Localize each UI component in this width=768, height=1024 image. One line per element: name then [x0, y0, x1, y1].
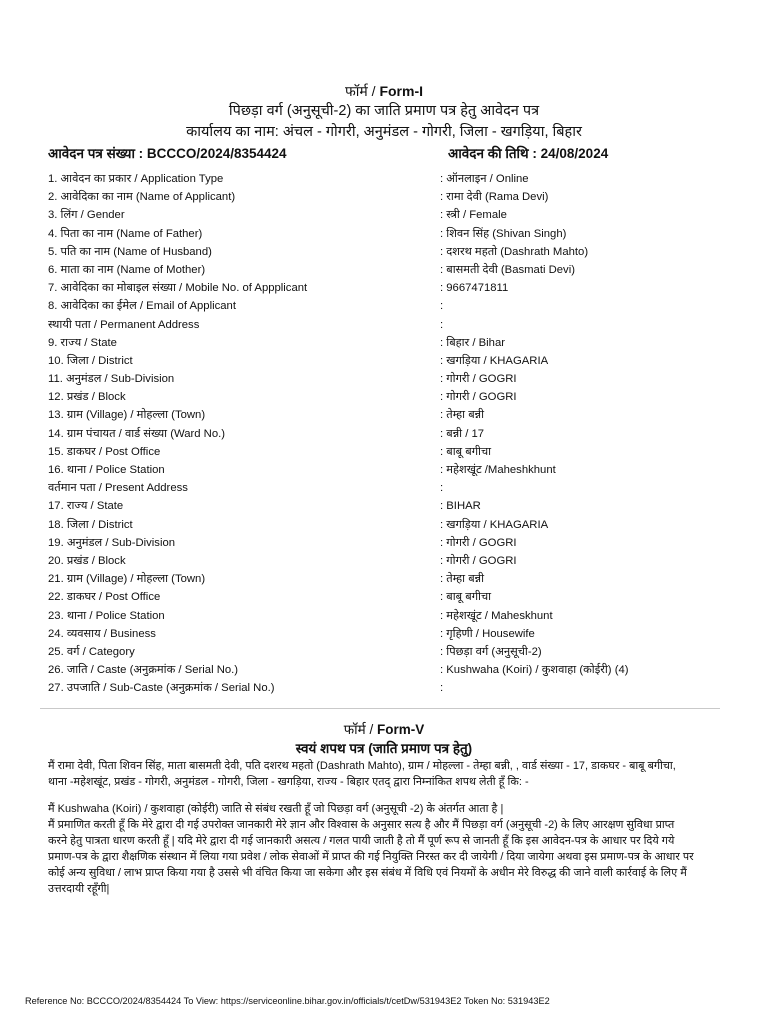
detail-value: : खगड़िया / KHAGARIA — [440, 518, 549, 531]
affidavit-title: स्वयं शपथ पत्र (जाति प्रमाण पत्र हेतु) — [295, 741, 473, 756]
detail-row — [48, 461, 728, 479]
detail-row — [48, 643, 728, 661]
detail-row — [48, 516, 728, 534]
detail-label: स्थायी पता / Permanent Address — [48, 318, 200, 331]
detail-label: 14. ग्राम पंचायत / वार्ड संख्या (Ward No.) — [48, 427, 226, 440]
detail-value: : गोगरी / GOGRI — [440, 536, 517, 549]
paragraph-line: मैं प्रमाणित करती हूँ कि मेरे द्वारा दी गई उपरोक्त जानकारी मेरे ज्ञान और विश्वास के अनुसार सत्य है और मैं पिछड़ा वर्ग (अनुसूची -2) के लिए आरक्षण सुविधा प्राप्त — [48, 819, 675, 831]
detail-row — [48, 316, 728, 334]
detail-value: : महेशखूंट / Maheskhunt — [440, 609, 553, 622]
detail-row — [48, 570, 728, 588]
form-v-code: Form-V — [377, 722, 425, 737]
detail-label: 9. राज्य / State — [48, 336, 117, 349]
detail-row — [48, 497, 728, 515]
detail-label: 18. जिला / District — [48, 518, 133, 531]
detail-value: : गृहिणी / Housewife — [440, 627, 535, 640]
applicant-details — [48, 170, 728, 697]
paragraph-line: उत्तरदायी रहूँगी| — [48, 883, 110, 895]
detail-value: : खगड़िया / KHAGARIA — [440, 354, 549, 367]
detail-label: 19. अनुमंडल / Sub-Division — [48, 536, 176, 549]
detail-value: : तेम्हा बन्नी — [440, 409, 485, 422]
form-subtitle: पिछड़ा वर्ग (अनुसूची-2) का जाति प्रमाण पत्र हेतु आवेदन पत्र — [228, 103, 540, 119]
detail-label: 7. आवेदिका का मोबाइल संख्या / Mobile No. of Appplicant — [48, 282, 308, 295]
detail-row — [48, 625, 728, 643]
form-i-separator: / — [367, 83, 380, 99]
detail-label: 8. आवेदिका का ईमेल / Email of Applicant — [48, 300, 236, 313]
detail-value: : बाबू बगीचा — [440, 591, 492, 604]
detail-label: 27. उपजाति / Sub-Caste (अनुक्रमांक / Serial No.) — [48, 682, 275, 695]
detail-value: : दशरथ महतो (Dashrath Mahto) — [440, 245, 589, 258]
detail-label: 24. व्यवसाय / Business — [48, 627, 156, 640]
detail-label: 16. थाना / Police Station — [48, 464, 165, 476]
detail-row — [48, 679, 728, 697]
detail-value: : गोगरी / GOGRI — [440, 391, 517, 404]
form-v-heading — [0, 720, 768, 738]
detail-label: वर्तमान पता / Present Address — [48, 482, 188, 495]
detail-value: : स्त्री / Female — [440, 209, 507, 222]
section-divider — [40, 708, 720, 709]
form-v-separator: / — [365, 722, 377, 737]
affidavit-intro — [48, 758, 732, 790]
detail-value: : रामा देवी (Rama Devi) — [440, 191, 549, 204]
detail-label: 1. आवेदन का प्रकार / Application Type — [48, 173, 224, 185]
detail-value: : — [440, 318, 444, 331]
detail-label: 10. जिला / District — [48, 354, 133, 367]
office-name: कार्यालय का नाम: अंचल - गोगरी, अनुमंडल - गोगरी, जिला - खगड़िया, बिहार — [186, 124, 582, 140]
detail-value: : BIHAR — [440, 500, 481, 513]
detail-value: : बाबू बगीचा — [440, 445, 492, 458]
detail-label: 5. पति का नाम (Name of Husband) — [48, 245, 212, 258]
detail-row — [48, 370, 728, 388]
detail-value: : बन्नी / 17 — [440, 427, 485, 440]
detail-label: 4. पिता का नाम (Name of Father) — [48, 227, 203, 240]
detail-label: 11. अनुमंडल / Sub-Division — [48, 373, 175, 386]
affidavit-declaration — [48, 801, 732, 897]
detail-row — [48, 261, 728, 279]
detail-row — [48, 225, 728, 243]
detail-value: : शिवन सिंह (Shivan Singh) — [440, 227, 567, 240]
detail-label: 12. प्रखंड / Block — [48, 391, 126, 404]
detail-value: : बासमती देवी (Basmati Devi) — [440, 263, 575, 276]
detail-row — [48, 479, 728, 497]
detail-value: : ऑनलाइन / Online — [440, 173, 529, 185]
detail-value: : महेशखूंट /Maheshkhunt — [440, 464, 556, 476]
detail-value: : गोगरी / GOGRI — [440, 554, 517, 567]
detail-label: 6. माता का नाम (Name of Mother) — [48, 263, 206, 276]
detail-value: : — [440, 682, 444, 695]
detail-row — [48, 406, 728, 424]
detail-row — [48, 588, 728, 606]
detail-value: : — [440, 300, 444, 313]
detail-value: : गोगरी / GOGRI — [440, 373, 517, 386]
detail-label: 26. जाति / Caste (अनुक्रमांक / Serial No.) — [48, 664, 239, 677]
detail-row — [48, 425, 728, 443]
detail-value: : 9667471811 — [440, 282, 509, 295]
detail-label: 15. डाकघर / Post Office — [48, 445, 161, 458]
detail-value: : — [440, 482, 444, 495]
detail-row — [48, 352, 728, 370]
form-i-code: Form-I — [379, 83, 424, 99]
detail-value: : पिछड़ा वर्ग (अनुसूची-2) — [440, 645, 542, 658]
paragraph-line: कोई अन्य सुविधा / लाभ प्राप्त किया गया है उससे भी वंचित किया जा सकेगा और इस संबंध में विधि एवं नियमों के अधीन मेरे विरुद्ध की जाने वाली कार्रवाई के लिए मैं — [48, 867, 687, 879]
detail-label: 17. राज्य / State — [48, 500, 124, 513]
reference-footer: Reference No: BCCCO/2024/8354424 To View: https://serviceonline.bihar.gov.in/officials/t/cetDw/531943E2 Token No: 531943E2 — [25, 996, 550, 1006]
detail-row — [48, 206, 728, 224]
paragraph-line: मैं Kushwaha (Koiri) / कुशवाहा (कोईरी) जाति से संबंध रखती हूँ जो पिछड़ा वर्ग (अनुसूची -2) के अंतर्गत आता है | — [48, 803, 504, 815]
detail-row — [48, 297, 728, 315]
detail-label: 22. डाकघर / Post Office — [48, 591, 161, 604]
detail-row — [48, 170, 728, 188]
detail-value: : Kushwaha (Koiri) / कुशवाहा (कोईरी) (4) — [440, 664, 629, 677]
detail-row — [48, 188, 728, 206]
detail-row — [48, 661, 728, 679]
detail-label: 23. थाना / Police Station — [48, 609, 165, 622]
application-date: आवेदन की तिथि : 24/08/2024 — [448, 146, 609, 161]
detail-label: 21. ग्राम (Village) / मोहल्ला (Town) — [48, 573, 206, 586]
detail-row — [48, 607, 728, 625]
detail-label: 20. प्रखंड / Block — [48, 554, 126, 567]
detail-value: : बिहार / Bihar — [440, 336, 505, 349]
detail-row — [48, 388, 728, 406]
detail-label: 13. ग्राम (Village) / मोहल्ला (Town) — [48, 409, 206, 422]
detail-label: 25. वर्ग / Category — [48, 645, 135, 658]
detail-row — [48, 279, 728, 297]
paragraph-line: थाना -महेशखूंट, प्रखंड - गोगरी, अनुमंडल - गोगरी, जिला - खगड़िया, राज्य - बिहार एतद् द्वारा निम्नांकित शपथ लेती हूँ कि: - — [48, 776, 529, 788]
detail-row — [48, 334, 728, 352]
paragraph-line: प्रमाण-पत्र के द्वारा शैक्षणिक संस्थान में लिया गया प्रवेश / लोक सेवाओं में प्राप्त की गई नियुक्ति निरस्त कर दी जायेगी / दिया जायेगा अथवा इस प्रमाण-पत्र के आधार पर — [48, 851, 694, 863]
application-number: आवेदन पत्र संख्या : BCCCO/2024/8354424 — [48, 146, 287, 161]
detail-row — [48, 443, 728, 461]
form-v-hindi: फॉर्म — [343, 722, 366, 737]
paragraph-line: मैं रामा देवी, पिता शिवन सिंह, माता बासमती देवी, पति दशरथ महतो (Dashrath Mahto), ग्राम / मोहल्ला - तेम्हा बन्नी, , वार्ड संख्या - 17, डाकघर - बाबू बगीचा, — [48, 760, 676, 772]
form-i-heading — [0, 82, 768, 101]
paragraph-line: करने हेतु पात्रता धारण करती हूँ | यदि मेरे द्वारा दी गई जानकारी असत्य / गलत पायी जाती है तो मैं पूर्ण रूप से जानती हूँ कि इस आवेदन-पत्र के आधार पर दिये गये — [48, 835, 675, 847]
detail-label: 2. आवेदिका का नाम (Name of Applicant) — [48, 191, 236, 204]
detail-row — [48, 552, 728, 570]
detail-row — [48, 243, 728, 261]
detail-value: : तेम्हा बन्नी — [440, 573, 485, 586]
detail-label: 3. लिंग / Gender — [48, 209, 125, 222]
form-i-hindi: फॉर्म — [344, 83, 368, 99]
detail-row — [48, 534, 728, 552]
